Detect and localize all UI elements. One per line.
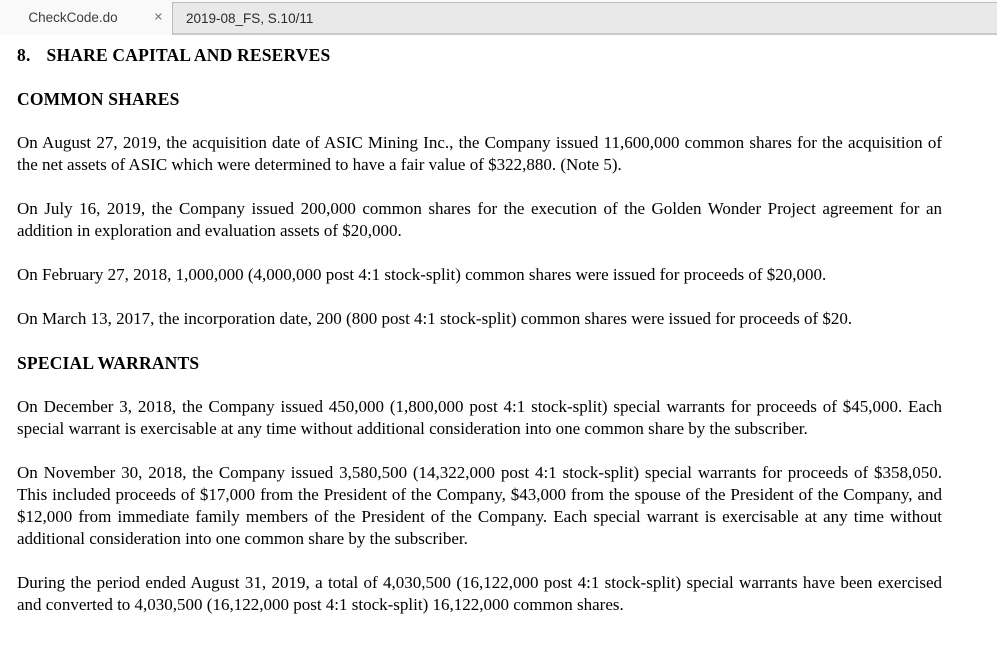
paragraph-special-warrants-3: During the period ended August 31, 2019, a total of 4,030,500 (16,122,000 post 4:1 stock-split) special warrants have been exercised and converted to 4,030,500 (16,122,000 post 4:1 stock-split) 16,122,000 common shares.: [17, 573, 942, 614]
paragraph-common-shares-3: On February 27, 2018, 1,000,000 (4,000,000 post 4:1 stock-split) common shares were issued for proceeds of $20,000.: [17, 265, 827, 284]
subsection-heading-special-warrants: SPECIAL WARRANTS: [17, 353, 200, 373]
section-heading: [17, 44, 942, 66]
paragraph-special-warrants-2: On November 30, 2018, the Company issued 3,580,500 (14,322,000 post 4:1 stock-split) special warrants for proceeds of $358,050. This included proceeds of $17,000 from the President of the Company, $43,000 from the spouse of the President of the Company, and $12,000 from immediate family members of the President of the Company. Each special warrant is exercisable at any time without additional consideration into one common share by the subscriber.: [17, 463, 942, 548]
tab-checkcode[interactable]: [0, 0, 172, 35]
close-icon[interactable]: ✕: [153, 11, 163, 23]
tab-bar: [0, 0, 997, 35]
paragraph-common-shares-1: On August 27, 2019, the acquisition date of ASIC Mining Inc., the Company issued 11,600,000 common shares for the acquisition of the net assets of ASIC which were determined to have a fair value of $322,880. (Note 5).: [17, 133, 942, 174]
section-title: SHARE CAPITAL AND RESERVES: [46, 45, 331, 65]
paragraph-special-warrants-1: On December 3, 2018, the Company issued 450,000 (1,800,000 post 4:1 stock-split) special warrants for proceeds of $45,000. Each special warrant is exercisable at any time without additional consideration into one common share by the subscriber.: [17, 397, 942, 438]
section-number: 8.: [17, 45, 31, 65]
subsection-heading-common-shares: COMMON SHARES: [17, 89, 180, 109]
tab-financial-statement[interactable]: [172, 2, 997, 35]
paragraph-common-shares-2: On July 16, 2019, the Company issued 200,000 common shares for the execution of the Golden Wonder Project agreement for an addition in exploration and evaluation assets of $20,000.: [17, 199, 942, 240]
document-page: [0, 35, 997, 616]
tab-financial-statement-label: 2019-08_FS, S.10/11: [186, 10, 314, 26]
tab-checkcode-label: CheckCode.do: [28, 10, 118, 25]
paragraph-common-shares-4: On March 13, 2017, the incorporation date, 200 (800 post 4:1 stock-split) common shares were issued for proceeds of $20.: [17, 309, 853, 328]
